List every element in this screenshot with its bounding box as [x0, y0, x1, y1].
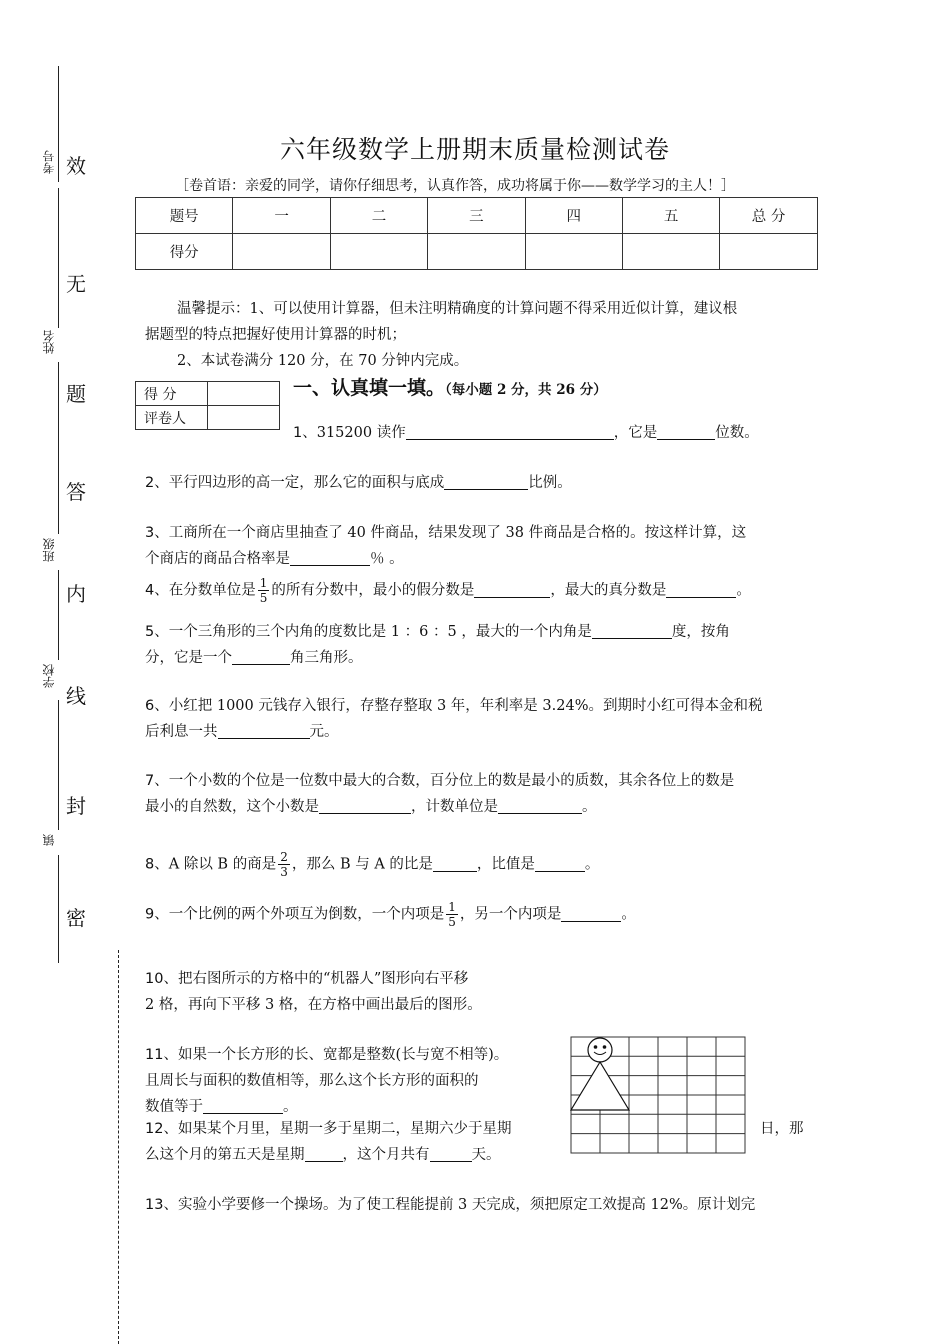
numerator: 2 [280, 850, 288, 864]
question-text: ，最大的真分数是 [550, 582, 667, 599]
table-cell: 得分 [136, 234, 233, 270]
question-text: 、如果一个长方形的长、宽都是整数(长与宽不相等)。 [163, 1047, 509, 1063]
robot-grid-figure[interactable] [570, 1034, 748, 1156]
question-10 [145, 966, 565, 1018]
fraction [446, 900, 458, 929]
binding-line [58, 570, 59, 660]
tips-line: 2、本试卷满分 120 分，在 70 分钟内完成。 [177, 353, 469, 369]
question-number: 12 [145, 1121, 164, 1137]
grader-input-cell[interactable] [208, 382, 280, 406]
question-7 [145, 768, 815, 820]
question-13 [145, 1192, 815, 1218]
table-cell: 二 [330, 198, 427, 234]
question-text: 分，它是一个 [145, 650, 232, 666]
question-12 [145, 1116, 565, 1168]
answer-blank[interactable] [319, 798, 411, 814]
question-text: 、一个比例的两个外项互为倒数，一个内项是 [154, 906, 445, 923]
question-text: 天。 [471, 1147, 501, 1163]
binding-line [58, 362, 59, 534]
section-heading [293, 373, 607, 400]
question-text: 、A 除以 B 的商是 [154, 856, 277, 873]
tips [145, 296, 815, 374]
question-3 [145, 520, 815, 572]
answer-blank[interactable] [498, 798, 582, 814]
answer-blank[interactable] [444, 474, 528, 490]
denominator: 3 [280, 865, 288, 879]
seal-char: 答 [66, 480, 86, 504]
table-cell: 评卷人 [136, 406, 208, 430]
question-number: 9 [145, 906, 155, 923]
answer-blank[interactable] [433, 856, 477, 872]
seal-char: 效 [66, 154, 86, 178]
question-text: 。 [621, 906, 636, 923]
seal-char: 密 [66, 906, 86, 930]
table-cell: 总 分 [720, 198, 817, 234]
answer-blank[interactable] [535, 856, 585, 872]
answer-blank[interactable] [561, 906, 621, 922]
question-text: ，这个月共有 [342, 1147, 430, 1163]
numerator: 1 [448, 900, 456, 914]
question-number: 1 [293, 425, 303, 441]
question-text: 、实验小学要修一个操场。为了使工程能提前 3 天完成，须把原定工效提高 12%。原计划完 [163, 1197, 756, 1213]
fraction [258, 576, 270, 605]
exam-number-label: 考号 [42, 150, 56, 174]
answer-blank[interactable] [592, 623, 672, 639]
score-input-cell[interactable] [720, 234, 817, 270]
answer-blank[interactable] [666, 582, 736, 598]
question-number: 6 [145, 698, 155, 714]
score-input-cell[interactable] [330, 234, 427, 270]
question-text: 比例。 [528, 475, 572, 491]
question-text: 度，按角 [671, 624, 730, 640]
preface-note: ［卷首语：亲爱的同学，请你仔细思考，认真作答，成功将属于你——数学学习的主人！］ [175, 178, 735, 194]
table-cell: 一 [233, 198, 330, 234]
answer-blank[interactable] [657, 424, 715, 440]
question-text: 、工商所在一个商店里抽查了 40 件商品，结果发现了 38 件商品是合格的。按这样计算，这 [154, 525, 747, 541]
question-text: 个商店的商品合格率是 [145, 551, 290, 567]
class-label: 班级 [42, 538, 56, 562]
question-number: 3 [145, 525, 155, 541]
table-cell: 得 分 [136, 382, 208, 406]
question-number: 5 [145, 624, 155, 640]
name-label: 姓名 [42, 330, 56, 354]
question-text: 数值等于 [145, 1099, 203, 1115]
question-8 [145, 850, 810, 879]
question-text: ，计数单位是 [411, 799, 498, 815]
seal-char: 内 [66, 582, 86, 606]
question-text: 。 [736, 582, 751, 599]
town-label: 镇 [42, 834, 56, 846]
seal-char: 封 [66, 794, 86, 818]
question-text: ，比值是 [476, 856, 535, 873]
table-row [136, 406, 280, 430]
answer-blank[interactable] [203, 1098, 283, 1114]
table-row [136, 234, 818, 270]
score-table [135, 197, 818, 270]
question-text: 、平行四边形的高一定，那么它的面积与底成 [154, 475, 445, 491]
page-title: 六年级数学上册期末质量检测试卷 [279, 135, 670, 164]
question-1 [293, 420, 813, 446]
question-number: 4 [145, 582, 155, 599]
question-text: 角三角形。 [290, 650, 363, 666]
answer-blank[interactable] [232, 649, 290, 665]
question-number: 8 [145, 856, 155, 873]
question-number: 13 [145, 1197, 164, 1213]
score-input-cell[interactable] [525, 234, 622, 270]
question-text: ，另一个内项是 [459, 906, 562, 923]
answer-blank[interactable] [406, 424, 614, 440]
question-text: 么这个月的第五天是星期 [145, 1147, 305, 1163]
question-9 [145, 900, 810, 929]
cut-line [118, 950, 119, 1344]
answer-blank[interactable] [218, 723, 310, 739]
question-number: 7 [145, 773, 155, 789]
question-text: 最小的自然数，这个小数是 [145, 799, 319, 815]
denominator: 5 [259, 591, 268, 605]
question-text: 、315200 读作 [302, 425, 406, 441]
table-row [136, 382, 280, 406]
table-cell: 三 [428, 198, 525, 234]
question-number: 11 [145, 1047, 164, 1063]
question-text: ，它是 [613, 425, 658, 441]
numerator: 1 [259, 576, 268, 590]
score-input-cell[interactable] [622, 234, 719, 270]
score-input-cell[interactable] [233, 234, 330, 270]
question-text: 、如果某个月里，星期一多于星期二，星期六少于星期 [163, 1121, 512, 1137]
fraction [278, 850, 290, 879]
question-text: 位数。 [715, 425, 759, 441]
question-text: 、在分数单位是 [154, 582, 256, 599]
section-title: 一、认真填一填。 [293, 377, 446, 399]
question-text: ，那么 B 与 A 的比是 [291, 856, 433, 873]
tips-line: 温馨提示：1、可以使用计算器，但未注明精确度的计算问题不得采用近似计算，建议根 [177, 301, 738, 317]
question-text: 且周长与面积的数值相等，那么这个长方形的面积的 [145, 1073, 479, 1089]
tips-line: 据题型的特点把握好使用计算器的时机； [145, 327, 406, 343]
answer-blank[interactable] [290, 550, 370, 566]
question-text: 、小红把 1000 元钱存入银行，存整存整取 3 年，年利率是 3.24%。到期时小红可得本金和税 [154, 698, 763, 714]
seal-char: 无 [66, 272, 86, 296]
table-cell: 五 [622, 198, 719, 234]
question-text: 。 [584, 856, 600, 873]
question-text: 的所有分数中，最小的假分数是 [271, 582, 475, 599]
question-text: 元。 [309, 724, 339, 740]
question-text: ％ 。 [370, 551, 404, 567]
section-note: （每小题 2 分，共 26 分） [445, 382, 607, 398]
question-number: 10 [145, 971, 164, 987]
question-text: 。 [283, 1099, 298, 1115]
question-4 [145, 576, 810, 605]
table-row [136, 198, 818, 234]
seal-char: 线 [66, 684, 86, 708]
question-text: 2 格，再向下平移 3 格，在方格中画出最后的图形。 [145, 997, 482, 1013]
binding-line [58, 855, 59, 963]
seal-char: 题 [66, 382, 86, 406]
grader-table [135, 381, 280, 430]
question-text: 、一个三角形的三个内角的度数比是 1 ：6 ：5 ，最大的一个内角是 [154, 624, 592, 640]
denominator: 5 [448, 915, 456, 929]
question-2 [145, 470, 810, 496]
score-input-cell[interactable] [428, 234, 525, 270]
question-text: 。 [582, 799, 597, 815]
grader-input-cell[interactable] [208, 406, 280, 430]
question-number: 2 [145, 475, 155, 491]
question-6 [145, 693, 815, 745]
answer-blank[interactable] [430, 1146, 472, 1162]
robot-icon [571, 1038, 629, 1110]
table-cell: 题号 [136, 198, 233, 234]
question-5 [145, 619, 815, 671]
answer-blank[interactable] [474, 582, 550, 598]
question-text: 、一个小数的个位是一位数中最大的合数，百分位上的数是最小的质数，其余各位上的数是 [154, 773, 735, 789]
question-text: 日，那 [760, 1121, 804, 1137]
answer-blank[interactable] [305, 1146, 343, 1162]
question-text: 后利息一共 [145, 724, 218, 740]
question-11 [145, 1042, 565, 1120]
school-label: 学校 [42, 664, 56, 688]
binding-line [58, 188, 59, 328]
question-text: 、把右图所示的方格中的“机器人”图形向右平移 [163, 971, 469, 987]
table-cell: 四 [525, 198, 622, 234]
binding-line [58, 700, 59, 830]
